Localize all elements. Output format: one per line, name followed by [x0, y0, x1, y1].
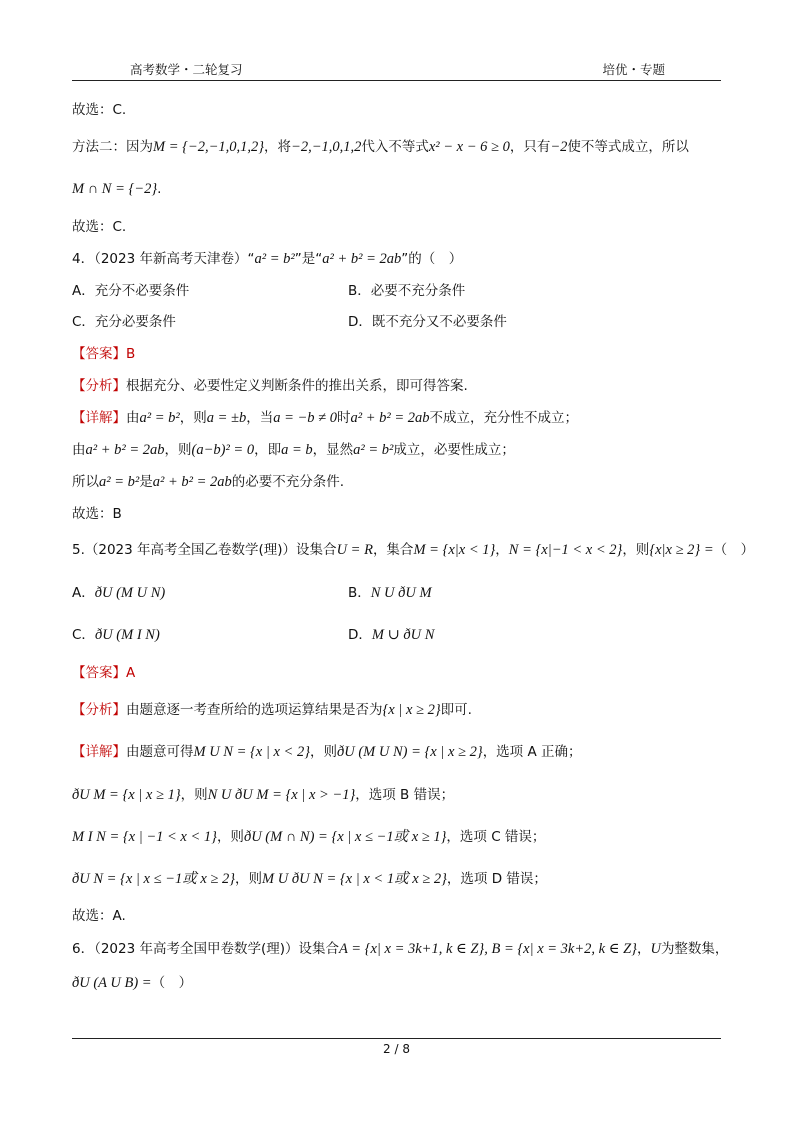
footer-rule [72, 1038, 721, 1039]
option-d: D．既不充分又不必要条件 [348, 314, 507, 330]
header-right: 培优・专题 [602, 62, 665, 77]
option-a: A．ðU (M U N) [72, 585, 166, 601]
text-line: 故选：A. [72, 908, 126, 924]
answer-line: 【答案】B [72, 346, 136, 362]
detail-line: 【详解】由题意可得M U N = {x | x < 2}，则ðU (M U N) = {x | x ≥ 2}，选项 A 正确； [72, 744, 582, 760]
option-c: C．ðU (M I N) [72, 627, 160, 643]
text-line: 所以a² = b²是a² + b² = 2ab的必要不充分条件. [72, 474, 345, 490]
detail-line: 【详解】由a² = b²，则a = ±b，当a = −b ≠ 0时a² + b² = 2ab不成立，充分性不成立； [72, 410, 579, 426]
question-6: 6．（2023 年高考全国甲卷数学(理)）设集合A = {x| x = 3k+1, k ∈ Z}, B = {x| x = 3k+2, k ∈ Z}，U为整数集， [72, 941, 729, 957]
analysis-line: 【分析】根据充分、必要性定义判断条件的推出关系，即可得答案. [72, 378, 468, 394]
text-line: M I N = {x | −1 < x < 1}，则ðU (M ∩ N) = {x | x ≤ −1或 x ≥ 1}，选项 C 错误； [72, 829, 546, 845]
text-line: ðU N = {x | x ≤ −1或 x ≥ 2}，则M U ðU N = {x | x < 1或 x ≥ 2}，选项 D 错误； [72, 871, 547, 887]
option-b: B．N U ðU M [348, 585, 432, 601]
page-header [72, 58, 721, 81]
question-4: 4．（2023 年新高考天津卷）“a² = b²”是“a² + b² = 2ab”的（ ） [72, 251, 463, 267]
text-line: 方法二：因为M = {−2,−1,0,1,2}，将−2,−1,0,1,2代入不等式x² − x − 6 ≥ 0，只有−2使不等式成立，所以 [72, 139, 689, 155]
question-5: 5.（2023 年高考全国乙卷数学(理)）设集合U = R，集合M = {x|x < 1}，N = {x|−1 < x < 2}，则{x|x ≥ 2} =（ ） [72, 542, 755, 558]
text-line: 由a² + b² = 2ab，则(a−b)² = 0，即a = b，显然a² = b²成立，必要性成立； [72, 442, 515, 458]
answer-line: 【答案】A [72, 665, 136, 681]
text-line: M ∩ N = {−2}. [72, 181, 162, 197]
text-line: 故选：B [72, 506, 122, 522]
option-d: D．M ∪ ðU N [348, 627, 435, 643]
header-left: 高考数学・二轮复习 [130, 62, 243, 77]
option-b: B．必要不充分条件 [348, 283, 466, 299]
text-line: ðU (A U B) =（ ） [72, 975, 193, 991]
page-number: 2 / 8 [383, 1042, 410, 1056]
text-line: 故选：C. [72, 102, 127, 118]
option-c: C．充分必要条件 [72, 314, 176, 330]
text-line: 故选：C. [72, 219, 127, 235]
analysis-line: 【分析】由题意逐一考查所给的选项运算结果是否为{x | x ≥ 2}即可. [72, 702, 472, 718]
option-a: A．充分不必要条件 [72, 283, 190, 299]
text-line: ðU M = {x | x ≥ 1}，则N U ðU M = {x | x > −1}，选项 B 错误； [72, 787, 455, 803]
